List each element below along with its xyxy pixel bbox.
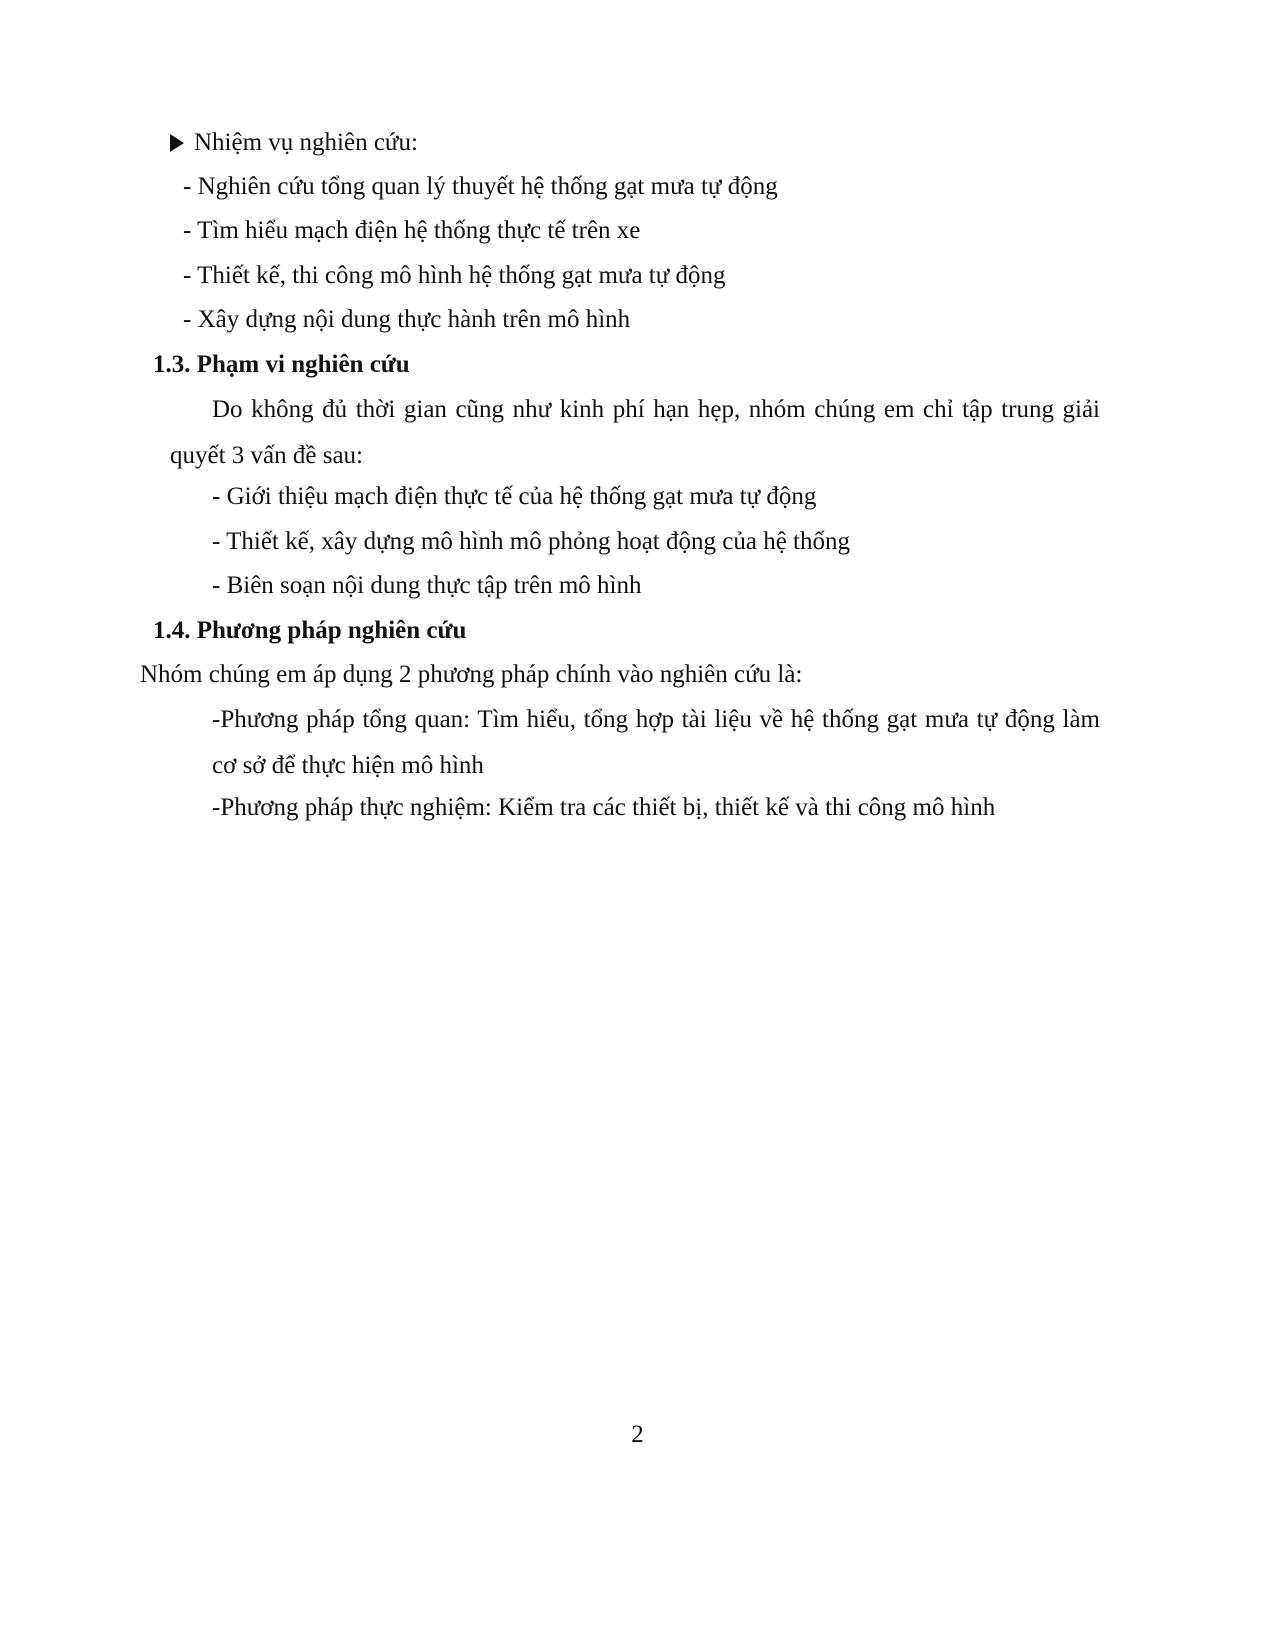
scope-item: - Thiết kế, xây dựng mô hình mô phỏng hoạt động của hệ thống: [212, 528, 850, 555]
tasks-item: - Nghiên cứu tổng quan lý thuyết hệ thống gạt mưa tự động: [183, 173, 778, 200]
arrow-bullet-icon: [170, 134, 184, 152]
tasks-item: - Thiết kế, thi công mô hình hệ thống gạt mưa tự động: [183, 262, 726, 289]
tasks-item: - Tìm hiểu mạch điện hệ thống thực tế trên xe: [183, 217, 641, 244]
scope-heading: 1.3. Phạm vi nghiên cứu: [153, 351, 410, 378]
methods-item: -Phương pháp thực nghiệm: Kiểm tra các thiết bị, thiết kế và thi công mô hình: [212, 794, 996, 821]
tasks-heading: [170, 128, 418, 158]
page-number: 2: [631, 1421, 644, 1448]
tasks-heading-text: Nhiệm vụ nghiên cứu:: [194, 129, 418, 156]
methods-intro: Nhóm chúng em áp dụng 2 phương pháp chính vào nghiên cứu là:: [140, 661, 803, 688]
methods-heading: 1.4. Phương pháp nghiên cứu: [153, 617, 467, 644]
tasks-item: - Xây dựng nội dung thực hành trên mô hình: [183, 306, 631, 333]
methods-item: -Phương pháp tổng quan: Tìm hiểu, tổng hợp tài liệu về hệ thống gạt mưa tự động làm cơ sở để thực hiện mô hình: [212, 706, 1100, 779]
scope-item: - Giới thiệu mạch điện thực tế của hệ thống gạt mưa tự động: [212, 483, 817, 510]
scope-item: - Biên soạn nội dung thực tập trên mô hình: [212, 572, 642, 599]
scope-intro: Do không đủ thời gian cũng như kinh phí hạn hẹp, nhóm chúng em chỉ tập trung giải quyết 3 vấn đề sau:: [170, 396, 1100, 469]
